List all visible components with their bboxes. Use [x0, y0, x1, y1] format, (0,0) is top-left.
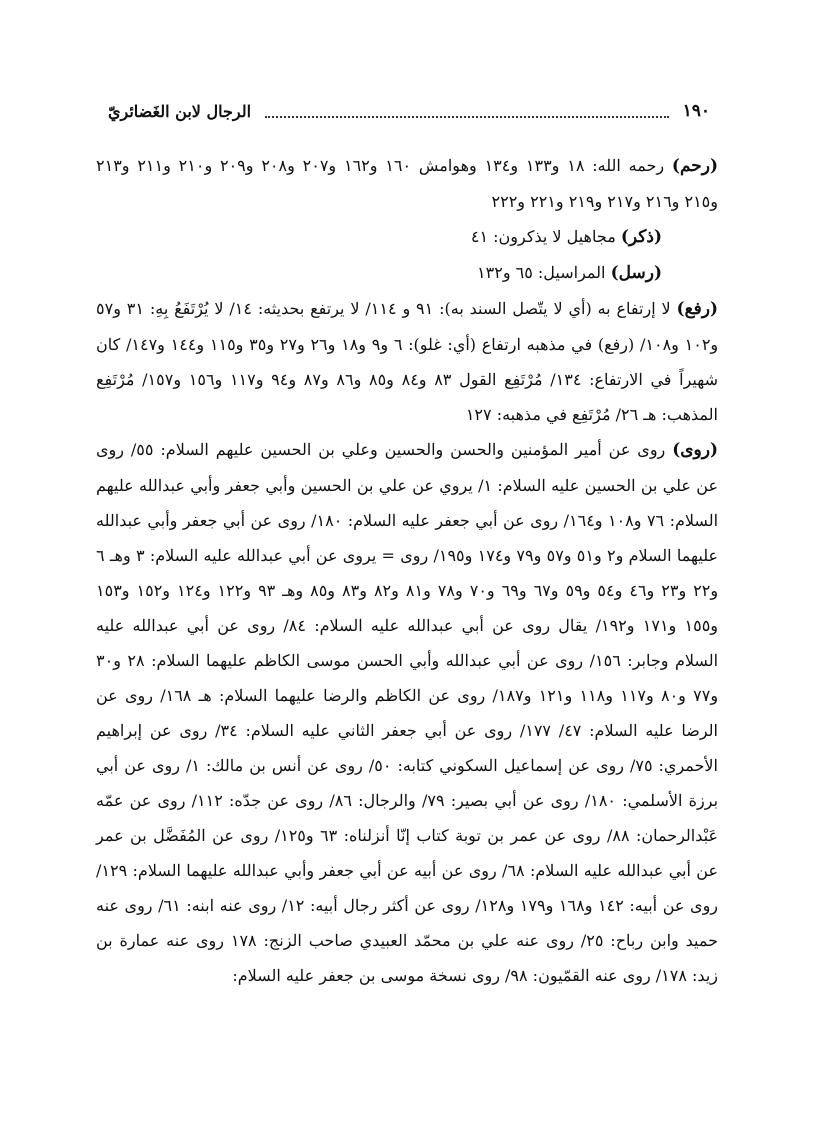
index-entry-dhikr [96, 219, 718, 255]
running-title: الرجال لابن الغَضائريّ [108, 101, 252, 121]
entry-text: روى عن أمير المؤمنين والحسن والحسين وعلي بن الحسين عليهم السلام: ٥٥/ روى عن علي بن الحسين عليه السلام: ١/ يروي عن علي بن الحسين وأبي جعفر وأبي عبدالله عليهم السلام: ٧٦ و١٠٨ و١٦٤/ روى عن أبي جعفر عليه السلام: ١٨٠/ روى عن أبي جعفر وأبي عبدالله عليهما السلام و٢ و٥١ و٥٧ و٧٩ و١٧٤ و١٩٥/ روى = يروى عن أبي عبدالله عليه السلام: ٣ وهـ ٦ و٢٢ و٢٣ و٤٦ و٥٤ و٥٩ و٦٧ و٦٩ و٧٠ و٧٨ و٨١ و٨٢ و٨٣ و٨٥ وهـ ٩٣ و١٢٢ و١٢٤ و١٥٢ و١٥٣ و١٥٥ و١٧١ و١٩٢/ يقال روى عن أبي عبدالله عليه السلام: ٨٤/ روى عن أبي عبدالله عليه السلام وجابر: ١٥٦/ روى عن أبي عبدالله وأبي الحسن موسى الكاظم عليهما السلام: ٢٨ و٣٠ و٧٧ و٨٠ و١١٧ و١١٨ و١٢١ و١٨٧/ روى عن الكاظم والرضا عليهما السلام: هـ ١٦٨/ روى عن الرضا عليه السلام: ٤٧/ ١٧٧/ روى عن أبي جعفر الثاني عليه السلام: ٣٤/ روى عن إبراهيم الأحمري: ٧٥/ روى عن إسماعيل السكوني كتابه: ٥٠/ روى عن أنس بن مالك: ١/ روى عن أبي برزة الأسلمي: ١٨٠/ روى عن أبي بصير: ٧٩/ والرجال: ٨٦/ روى عن جدّه: ١١٢/ روى عن عمّه عَبْدالرحمان: ٨٨/ روى عن عمر بن توبة كتاب إنّا أنزلناه: ٦٣ و١٢٥/ روى عن المُفَضَّل بن عمر عن أبي عبدالله عليه السلام: ٦٨/ روى عن أبيه عن أبي جعفر وأبي عبدالله عليهما السلام: ١٢٩/ روى عن أبيه: ١٤٢ و١٦٨ و١٧٩ و١٢٨/ روى عن أكثر رجال أبيه: ١٢/ روى عنه ابنه: ٦١/ روى عنه حميد وابن رباح: ٢٥/ روى عنه علي بن محمّد العبيدي صاحب الزنج: ١٧٨ روى عنه عمارة بن زيد: ١٧٨/ روى عنه القمّيون: ٩٨/ روى نسخة موسى بن جعفر عليه السلام: [96, 440, 719, 985]
page-header [108, 96, 710, 126]
header-dot-leader [265, 116, 669, 118]
index-entry-rasl [96, 255, 718, 291]
entry-key: (ذكر) [620, 227, 662, 247]
entry-key: (رفع) [676, 299, 719, 319]
index-body [96, 148, 718, 993]
entry-key: (روى) [672, 440, 719, 460]
entry-text: مجاهيل لا يذكرون: ٤١ [470, 227, 616, 246]
index-entry-rafa [96, 291, 718, 432]
entry-text: المراسيل: ٦٥ و١٣٢ [477, 263, 606, 282]
entry-text: رحمه الله: ١٨ و١٣٣ و١٣٤ وهوامش ١٦٠ و١٦٢ و٢٠٧ و٢٠٨ و٢٠٩ و٢١٠ و٢١١ و٢١٣ و٢١٥ و٢١٦ و٢١٧ و٢١٩ و٢٢١ و٢٢٢ [96, 156, 718, 211]
index-entry-rawa [96, 432, 718, 993]
index-entry-rahm [96, 148, 718, 219]
entry-key: (رسل) [610, 263, 662, 283]
entry-text: لا إرتفاع به (أي لا يتّصل السند به): ٩١ و ١١٤/ لا يرتفع بحديثه: ١٤/ لا يُرْتَفَعُ بِهِ: ٣١ و٥٧ و١٠٢ و١٠٨/ (رفع) في مذهبه ارتفاع (أي: غلو): ٦ و٩ و١٨ و٢٦ و٢٧ و٣٥ و١١٥ و١٤٤ و١٤٧/ كان شهيراً في الارتفاع: ١٣٤/ مُرْتَفِع القول ٨٣ و٨٤ و٨٥ و٨٦ و٨٧ و٩٤ و١١٧ و١٥٦ و١٥٧/ مُرْتَفِع المذهب: هـ ٢٦/ مُرْتَفِع في مذهبه: ١٢٧ [96, 299, 719, 424]
entry-key: (رحم) [671, 156, 719, 176]
page-number: ١٩٠ [682, 101, 710, 121]
